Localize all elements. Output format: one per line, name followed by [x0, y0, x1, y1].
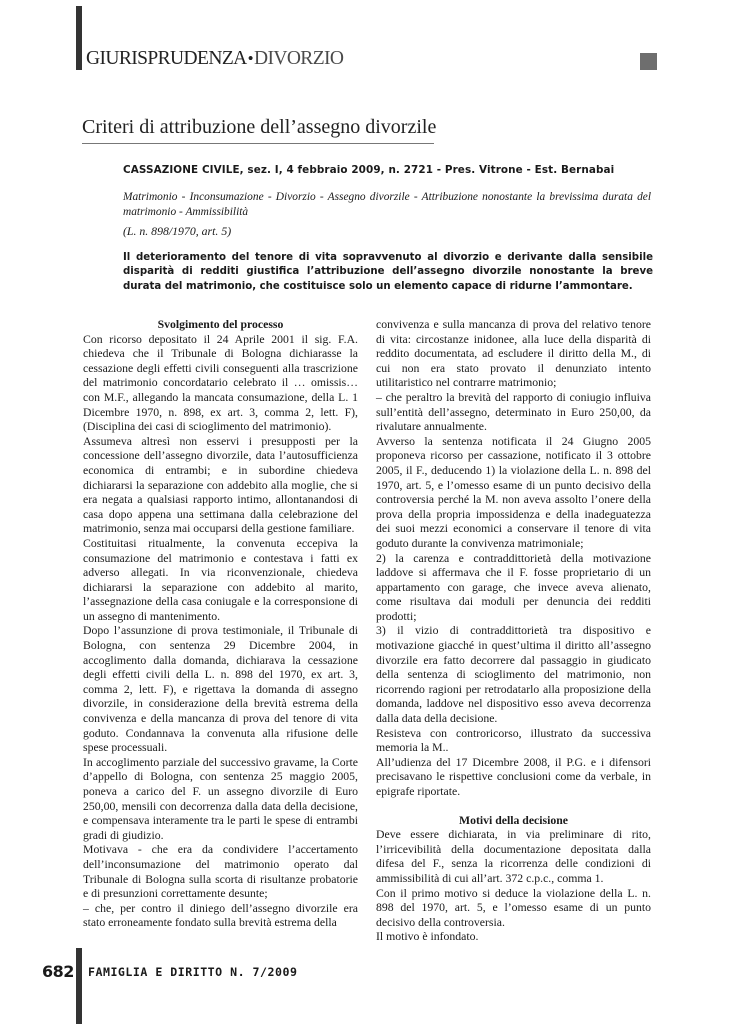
paragraph: – che, per contro il diniego dell’assegno divorzile era stato erroneamente fondato sulla brevità estrema della: [83, 901, 358, 930]
paragraph: Avverso la sentenza notificata il 24 Giugno 2005 proponeva ricorso per cassazione, notificato il 3 ottobre 2005, il F., deducendo 1) la violazione della L. n. 898 del 1970, art. 5, e l’omesso esame di un punto decisivo della controversia perché la M. non aveva assolto l’onere della prova della propria impossidenza e della inadeguatezza dei suoi mezzi economici a conservare il tenore di vita goduto durante la convivenza matrimoniale;: [376, 434, 651, 550]
heading-svolgimento: Svolgimento del processo: [157, 318, 284, 331]
paragraph: Costituitasi ritualmente, la convenuta eccepiva la consumazione del matrimonio e contestava i fatti ex adverso allegati. In via riconvenzionale, chiedeva dichiararsi la separazione con addebito al marito, l’assegnazione della casa coniugale e la corresponsione di un assegno di mantenimento.: [83, 536, 358, 623]
court-reference: CASSAZIONE CIVILE, sez. I, 4 febbraio 2009, n. 2721 - Pres. Vitrone - Est. Bernabai: [123, 164, 615, 176]
paragraph: Dopo l’assunzione di prova testimoniale, il Tribunale di Bologna, con sentenza 29 Dicembre 2004, in accoglimento dalla domanda, dichiarava la cessazione degli effetti civili della L. n. 898 del 1970, ex art. 3, comma 2, lett. F), e rigettava la domanda di assegno divorzile, in considerazione della brevità estrema della convivenza e della mancanza di prova del tenore di vita goduto. Condannava la convenuta alla rifusione delle spese processuali.: [83, 624, 358, 755]
keywords: Matrimonio - Inconsumazione - Divorzio - Assegno divorzile - Attribuzione nonostante la brevissima durata del matrimonio - Ammissibilità: [123, 191, 651, 218]
left-column: [83, 318, 358, 931]
paragraph: Motivava - che era da condividere l’accertamento dell’inconsumazione del matrimonio operato dal Tribunale di Bologna sulla scorta di risultanze probatorie e di presunzioni correttamente desunte;: [83, 843, 358, 901]
legal-maxim: Il deterioramento del tenore di vita sopravvenuto al divorzio e derivante dalla sensibile disparità di redditi giustifica l’attribuzione dell’assegno divorzile nonostante la breve durata del matrimonio, che costituisce solo un elemento capace di ridurne l’ammontare.: [123, 252, 653, 292]
footer-vertical-rule: [76, 948, 82, 1024]
paragraph: Il motivo è infondato.: [376, 930, 479, 944]
topic-label: DIVORZIO: [253, 48, 344, 69]
article-title: Criteri di attribuzione dell’assegno divorzile: [82, 116, 437, 138]
spacer: [376, 800, 651, 814]
heading-motivi: Motivi della decisione: [458, 813, 568, 827]
page-number: 682: [42, 962, 74, 981]
paragraph: – che peraltro la brevità del rapporto di coniugio influiva sull’entità dell’assegno, determinato in Euro 250,00, da rivalutare annualmente.: [376, 390, 651, 434]
paragraph: Con il primo motivo si deduce la violazione della L. n. 898 del 1970, art. 5, e l’omesso esame di un punto decisivo della controversia.: [376, 886, 651, 929]
paragraph: Con ricorso depositato il 24 Aprile 2001 il sig. F.A. chiedeva che il Tribunale di Bologna dichiarasse la cessazione degli effetti civili conseguenti alla trascrizione del matrimonio concordatario celebrato il … omissis… con M.F., allegando la mancata consumazione, della L. 1 Dicembre 1970, n. 898, ex art. 3, comma 2, lett. F), (Disciplina dei casi di scioglimento del matrimonio).: [83, 332, 358, 434]
paragraph: convivenza e sulla mancanza di prova del relativo tenore di vita: circostanze inidonee, alla luce della disparità di reddito documentata, ad escludere il diritto della M., di cui non era stato provato il denunziato intento utilitaristico nel contrarre matrimonio;: [376, 318, 651, 390]
right-column: [376, 318, 651, 945]
corner-square-marker: [640, 53, 657, 70]
law-reference: (L. n. 898/1970, art. 5): [123, 224, 232, 238]
paragraph: Resisteva con controricorso, illustrato da successiva memoria la M..: [376, 726, 651, 755]
paragraph: All’udienza del 17 Dicembre 2008, il P.G. e i difensori precisavano le rispettive conclusioni come da verbale, in epigrafe riportate.: [376, 755, 651, 798]
section-label: GIURISPRUDENZA: [86, 48, 247, 69]
title-underline: [82, 143, 434, 144]
section-header: [86, 48, 343, 70]
paragraph: In accoglimento parziale del successivo gravame, la Corte d’appello di Bologna, con sentenza 25 maggio 2005, poneva a carico del F. un assegno divorzile di Euro 250,00, mensili con decorrenza dalla data della decisione, e compensava interamente tra le parti le spese di entrambi gradi di giudizio.: [83, 755, 358, 842]
journal-name: FAMIGLIA E DIRITTO N. 7/2009: [88, 965, 298, 979]
paragraph: 3) il vizio di contraddittorietà tra dispositivo e motivazione giacché in quest’ultima il diritto all’assegno divorzile era fatto decorrere dal passaggio in giudicato della sentenza di scioglimento del matrimonio, non ricorrendo ragioni per retrodatarlo alla proposizione della domanda, laddove nel dispositivo esso aveva decorrenza dalla data della decisione.: [376, 624, 651, 726]
header-separator: •: [247, 49, 253, 68]
header-vertical-rule: [76, 6, 82, 70]
paragraph: Assumeva altresì non esservi i presupposti per la concessione dell’assegno divorzile, data l’autosufficienza economica di entrambi; e in subordine chiedeva dichiararsi la separazione con addebito alla moglie, che si era negata a qualsiasi rapporto intimo, allontanandosi di casa dopo appena una settimana dalla celebrazione del matrimonio, senza mai occuparsi della gestione familiare.: [83, 434, 358, 536]
paragraph: Deve essere dichiarata, in via preliminare di rito, l’irricevibilità della documentazione depositata dalla difesa del F., senza la ricorrenza delle condizioni di ammissibilità di cui all’art. 372 c.p.c., comma 1.: [376, 828, 651, 885]
paragraph: 2) la carenza e contraddittorietà della motivazione laddove si affermava che il F. fosse proprietario di un appartamento con garage, che invece aveva alienato, come risultava dai moduli per denuncia dei redditi prodotti;: [376, 551, 651, 623]
